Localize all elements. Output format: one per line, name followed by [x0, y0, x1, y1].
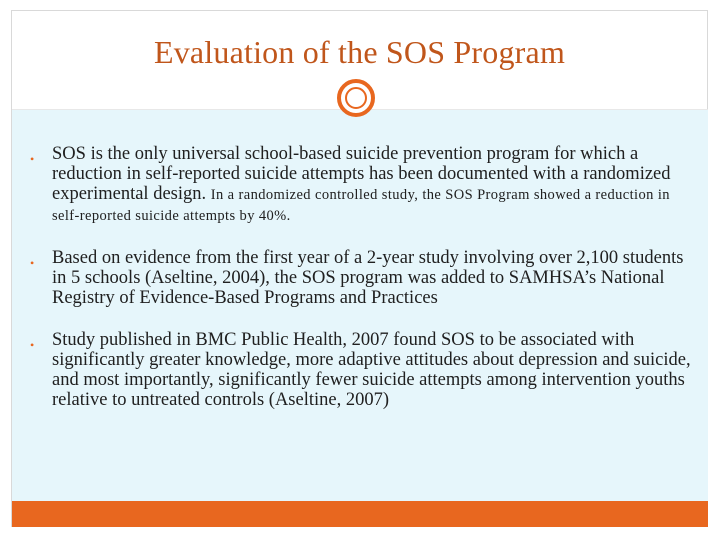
ring-inner-circle — [345, 87, 367, 109]
bullet-3-text: Study published in BMC Public Health, 2007 found SOS to be associated with significantly greater knowledge, more adaptive attitudes about depression and suicide, and most importantly, significantly fewer suicide attempts among intervention youths relative to untreated controls (Aseltine, 2007) — [52, 330, 691, 410]
bullet-list — [30, 144, 695, 410]
bullet-item-2 — [30, 248, 695, 308]
ring-ornament-icon — [337, 79, 375, 117]
bullet-dot-icon: • — [30, 256, 35, 270]
slide-title: Evaluation of the SOS Program — [153, 34, 566, 70]
bullet-item-1 — [30, 144, 695, 226]
bullet-1-subtext: In a randomized controlled study, the SOS Program showed a reduction in self-reported suicide attempts by 40%. — [52, 187, 670, 224]
bullet-1-text: SOS is the only universal school-based suicide prevention program for which a reduction in self-reported suicide attempts has been documented with a randomized experimental design. — [52, 144, 671, 204]
bullet-dot-icon: • — [30, 152, 35, 166]
bottom-accent-bar — [12, 501, 708, 527]
bullet-2-text: Based on evidence from the first year of a 2-year study involving over 2,100 students in 5 schools (Aseltine, 2004), the SOS program was added to SAMHSA’s National Registry of Evidence-Based Programs and Practices — [52, 248, 684, 308]
bullet-dot-icon: • — [30, 338, 35, 352]
bullet-item-3 — [30, 330, 695, 410]
